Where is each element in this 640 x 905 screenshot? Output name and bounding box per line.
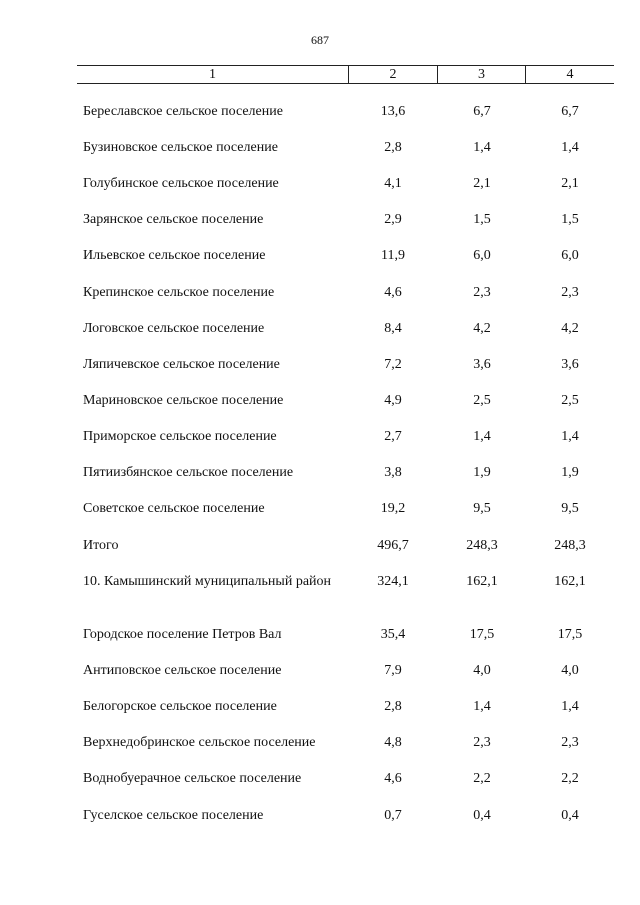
row-col-4: 3,6 <box>561 357 579 372</box>
row-col-2: 4,1 <box>384 176 402 191</box>
row-name: Крепинское сельское поселение <box>83 285 275 300</box>
row-name: Городское поселение Петров Вал <box>83 627 282 642</box>
row-col-4: 6,0 <box>561 248 579 263</box>
row-col-3: 248,3 <box>466 538 498 553</box>
row-name: Логовское сельское поселение <box>83 321 265 336</box>
row-col-4: 2,2 <box>561 771 579 786</box>
header-row <box>77 65 614 84</box>
row-name: Приморское сельское поселение <box>83 429 277 444</box>
row-name: Белогорское сельское поселение <box>83 699 277 714</box>
row-col-2: 7,2 <box>384 357 402 372</box>
row-col-2: 13,6 <box>380 104 406 119</box>
row-col-3: 6,7 <box>473 104 491 119</box>
row-name: Мариновское сельское поселение <box>83 393 284 408</box>
header-col-2: 2 <box>349 66 438 83</box>
row-col-3: 6,0 <box>473 248 491 263</box>
row-col-4: 1,5 <box>561 212 579 227</box>
row-col-2: 8,4 <box>384 321 402 336</box>
row-name: Гуселское сельское поселение <box>83 808 264 823</box>
row-col-2: 4,6 <box>384 285 402 300</box>
row-col-3: 1,9 <box>473 465 491 480</box>
row-col-4: 2,3 <box>561 735 579 750</box>
row-col-4: 2,5 <box>561 393 579 408</box>
row-col-3: 2,3 <box>473 735 491 750</box>
row-name: Пятиизбянское сельское поселение <box>83 465 294 480</box>
row-col-3: 4,0 <box>473 663 491 678</box>
row-name: Бузиновское сельское поселение <box>83 140 278 155</box>
row-col-4: 2,1 <box>561 176 579 191</box>
row-col-4: 17,5 <box>557 627 583 642</box>
row-col-4: 9,5 <box>561 501 579 516</box>
row-name: Голубинское сельское поселение <box>83 176 279 191</box>
row-col-2: 2,8 <box>384 140 402 155</box>
row-name: Ляпичевское сельское поселение <box>83 357 280 372</box>
row-name: Антиповское сельское поселение <box>83 663 282 678</box>
row-col-3: 4,2 <box>473 321 491 336</box>
row-col-3: 1,4 <box>473 699 491 714</box>
row-col-4: 1,9 <box>561 465 579 480</box>
row-col-2: 35,4 <box>380 627 406 642</box>
row-col-2: 19,2 <box>380 501 406 516</box>
row-col-2: 2,9 <box>384 212 402 227</box>
row-name: Воднобуерачное сельское поселение <box>83 771 302 786</box>
row-col-2: 7,9 <box>384 663 402 678</box>
row-col-4: 1,4 <box>561 429 579 444</box>
row-name: Верхнедобринское сельское поселение <box>83 735 316 750</box>
row-col-2: 3,8 <box>384 465 402 480</box>
row-col-4: 248,3 <box>554 538 586 553</box>
row-col-3: 162,1 <box>466 574 498 589</box>
row-col-2: 0,7 <box>384 808 402 823</box>
row-col-4: 0,4 <box>561 808 579 823</box>
page-number: 687 <box>311 33 329 47</box>
row-col-3: 2,5 <box>473 393 491 408</box>
row-name: Зарянское сельское поселение <box>83 212 264 227</box>
row-col-2: 324,1 <box>377 574 409 589</box>
row-col-2: 2,7 <box>384 429 402 444</box>
header-col-4: 4 <box>566 67 574 82</box>
row-col-4: 1,4 <box>561 699 579 714</box>
table-header <box>77 65 614 84</box>
row-col-2: 2,8 <box>384 699 402 714</box>
row-col-4: 1,4 <box>561 140 579 155</box>
row-col-3: 2,1 <box>473 176 491 191</box>
row-col-3: 3,6 <box>473 357 491 372</box>
row-col-4: 6,7 <box>561 104 579 119</box>
header-col-3: 3 <box>438 66 526 83</box>
row-col-3: 9,5 <box>473 501 491 516</box>
row-col-2: 11,9 <box>381 248 405 263</box>
row-col-2: 496,7 <box>377 538 409 553</box>
row-name: 10. Камышинский муниципальный район <box>83 574 332 589</box>
row-col-3: 2,2 <box>473 771 491 786</box>
row-name: Ильевское сельское поселение <box>83 248 266 263</box>
row-col-4: 162,1 <box>554 574 586 589</box>
row-col-2: 4,6 <box>384 771 402 786</box>
row-col-3: 1,5 <box>473 212 491 227</box>
row-col-3: 2,3 <box>473 285 491 300</box>
row-col-3: 0,4 <box>473 808 491 823</box>
row-name: Советское сельское поселение <box>83 501 265 516</box>
row-col-4: 4,0 <box>561 663 579 678</box>
row-name: Итого <box>83 538 119 553</box>
row-name: Береславское сельское поселение <box>83 104 283 119</box>
row-col-2: 4,9 <box>384 393 402 408</box>
row-col-3: 1,4 <box>473 140 491 155</box>
row-col-3: 1,4 <box>473 429 491 444</box>
row-col-2: 4,8 <box>384 735 402 750</box>
row-col-3: 17,5 <box>469 627 495 642</box>
row-col-4: 4,2 <box>561 321 579 336</box>
header-col-1: 1 <box>77 66 349 83</box>
row-col-4: 2,3 <box>561 285 579 300</box>
